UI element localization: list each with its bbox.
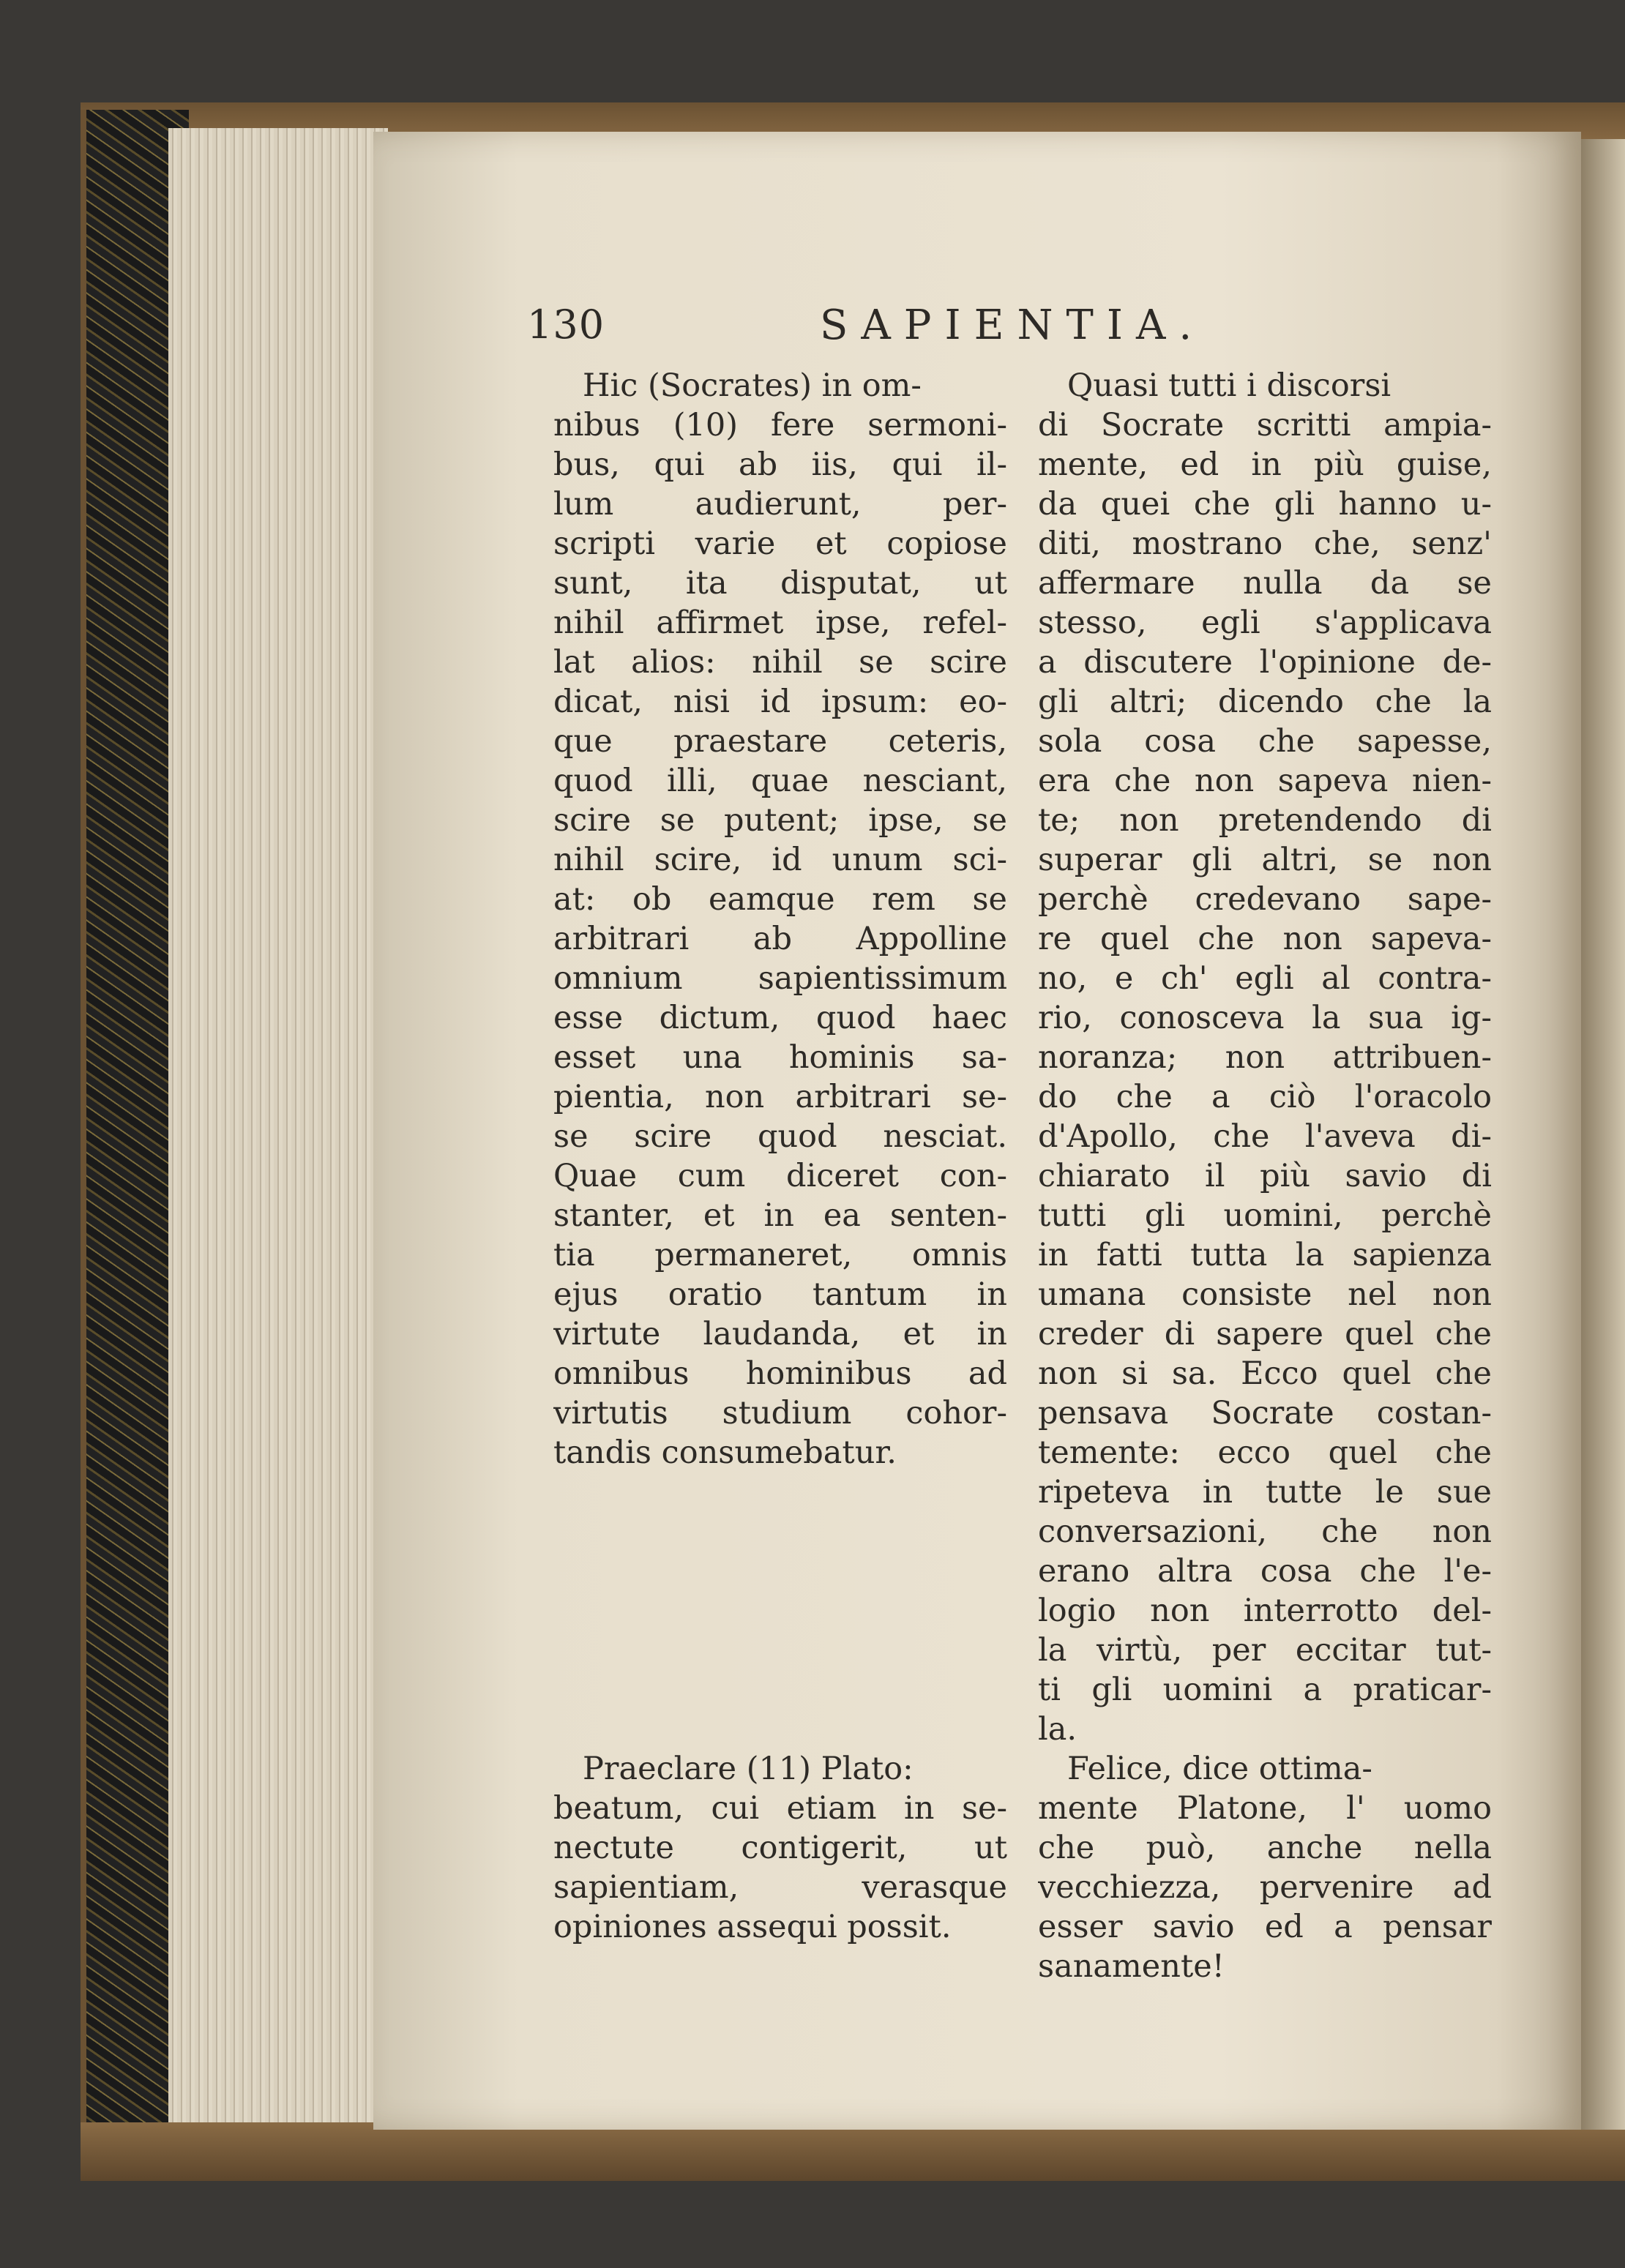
text-line: logio non interrotto del- [1038, 1593, 1492, 1629]
text-line: diti, mostrano che, senz' [1038, 525, 1492, 562]
text-line: no, e ch' egli al contra- [1038, 960, 1492, 997]
text-line: esse dictum, quod haec [553, 1000, 1007, 1036]
text-line: sapientiam, verasque [553, 1869, 1007, 1906]
italian-column-passage-2 [1038, 1749, 1492, 1986]
text-line: tutti gli uomini, perchè [1038, 1197, 1492, 1234]
text-line: gli altri; dicendo che la [1038, 684, 1492, 720]
text-line: nibus (10) fere sermoni- [553, 407, 1007, 444]
text-line: scire se putent; ipse, se [553, 802, 1007, 839]
text-line: ripeteva in tutte le sue [1038, 1474, 1492, 1511]
text-line: omnibus hominibus ad [553, 1355, 1007, 1392]
text-line: nectute contigerit, ut [553, 1830, 1007, 1866]
text-line: pensava Socrate costan- [1038, 1395, 1492, 1431]
text-line: in fatti tutta la sapienza [1038, 1237, 1492, 1273]
text-line: virtutis studium cohor- [553, 1395, 1007, 1431]
text-line: ti gli uomini a praticar- [1038, 1672, 1492, 1708]
text-line: la virtù, per eccitar tut- [1038, 1632, 1492, 1669]
text-line: te; non pretendendo di [1038, 802, 1492, 839]
text-line: do che a ciò l'oracolo [1038, 1079, 1492, 1115]
text-line: re quel che non sapeva- [1038, 921, 1492, 957]
text-line: lat alios: nihil se scire [553, 644, 1007, 681]
text-line: creder di sapere quel che [1038, 1316, 1492, 1352]
text-line: che può, anche nella [1038, 1830, 1492, 1866]
text-line: Felice, dice ottima- [1067, 1751, 1372, 1787]
text-line: umana consiste nel non [1038, 1276, 1492, 1313]
text-line: virtute laudanda, et in [553, 1316, 1007, 1352]
text-line: Quae cum diceret con- [553, 1158, 1007, 1194]
text-line: sola cosa che sapesse, [1038, 723, 1492, 760]
text-line: que praestare ceteris, [553, 723, 1007, 760]
latin-column-passage-1 [553, 366, 1007, 1472]
page-number: 130 [527, 302, 605, 348]
text-line: bus, qui ab iis, qui il- [553, 446, 1007, 483]
text-line: beatum, cui etiam in se- [553, 1790, 1007, 1827]
text-line: esset una hominis sa- [553, 1039, 1007, 1076]
text-line: se scire quod nesciat. [553, 1118, 1007, 1155]
text-line: vecchiezza, pervenire ad [1038, 1869, 1492, 1906]
text-line: stanter, et in ea senten- [553, 1197, 1007, 1234]
text-line: temente: ecco quel che [1038, 1434, 1492, 1471]
text-line: superar gli altri, se non [1038, 842, 1492, 878]
text-line: sanamente! [1038, 1948, 1225, 1985]
page-edges [168, 128, 388, 2126]
text-line: mente Platone, l' uomo [1038, 1790, 1492, 1827]
facing-page-edge [1581, 139, 1625, 2130]
text-line: di Socrate scritti ampia- [1038, 407, 1492, 444]
text-line: mente, ed in più guise, [1038, 446, 1492, 483]
text-line: stesso, egli s'applicava [1038, 605, 1492, 641]
text-line: omnium sapientissimum [553, 960, 1007, 997]
text-line: opiniones assequi possit. [553, 1909, 952, 1945]
text-line: nihil scire, id unum sci- [553, 842, 1007, 878]
text-line: tia permaneret, omnis [553, 1237, 1007, 1273]
text-line: quod illi, quae nesciant, [553, 763, 1007, 799]
text-line: Praeclare (11) Plato: [583, 1751, 914, 1787]
text-line: la. [1038, 1711, 1077, 1748]
text-line: Quasi tutti i discorsi [1067, 367, 1391, 404]
text-line: non si sa. Ecco quel che [1038, 1355, 1492, 1392]
running-head [527, 302, 1479, 353]
text-line: Hic (Socrates) in om- [583, 367, 922, 404]
text-line: arbitrari ab Appolline [553, 921, 1007, 957]
text-line: esser savio ed a pensar [1038, 1909, 1492, 1945]
text-line: pientia, non arbitrari se- [553, 1079, 1007, 1115]
book-cover-bottom [81, 2122, 1625, 2181]
text-line: da quei che gli hanno u- [1038, 486, 1492, 523]
text-line: era che non sapeva nien- [1038, 763, 1492, 799]
latin-column-passage-2 [553, 1749, 1007, 1947]
text-line: at: ob eamque rem se [553, 881, 1007, 918]
text-line: sunt, ita disputat, ut [553, 565, 1007, 602]
text-line: scripti varie et copiose [553, 525, 1007, 562]
text-line: a discutere l'opinione de- [1038, 644, 1492, 681]
italian-column-passage-1 [1038, 366, 1492, 1749]
text-line: erano altra cosa che l'e- [1038, 1553, 1492, 1590]
text-line: lum audierunt, per- [553, 486, 1007, 523]
text-line: rio, conosceva la sua ig- [1038, 1000, 1492, 1036]
text-line: dicat, nisi id ipsum: eo- [553, 684, 1007, 720]
text-line: noranza; non attribuen- [1038, 1039, 1492, 1076]
text-line: nihil affirmet ipse, refel- [553, 605, 1007, 641]
text-line: affermare nulla da se [1038, 565, 1492, 602]
text-line: conversazioni, che non [1038, 1513, 1492, 1550]
text-line: d'Apollo, che l'aveva di- [1038, 1118, 1492, 1155]
text-line: perchè credevano sape- [1038, 881, 1492, 918]
running-title: SAPIENTIA. [820, 302, 1206, 349]
text-line: tandis consumebatur. [553, 1434, 897, 1471]
text-line: chiarato il più savio di [1038, 1158, 1492, 1194]
text-line: ejus oratio tantum in [553, 1276, 1007, 1313]
